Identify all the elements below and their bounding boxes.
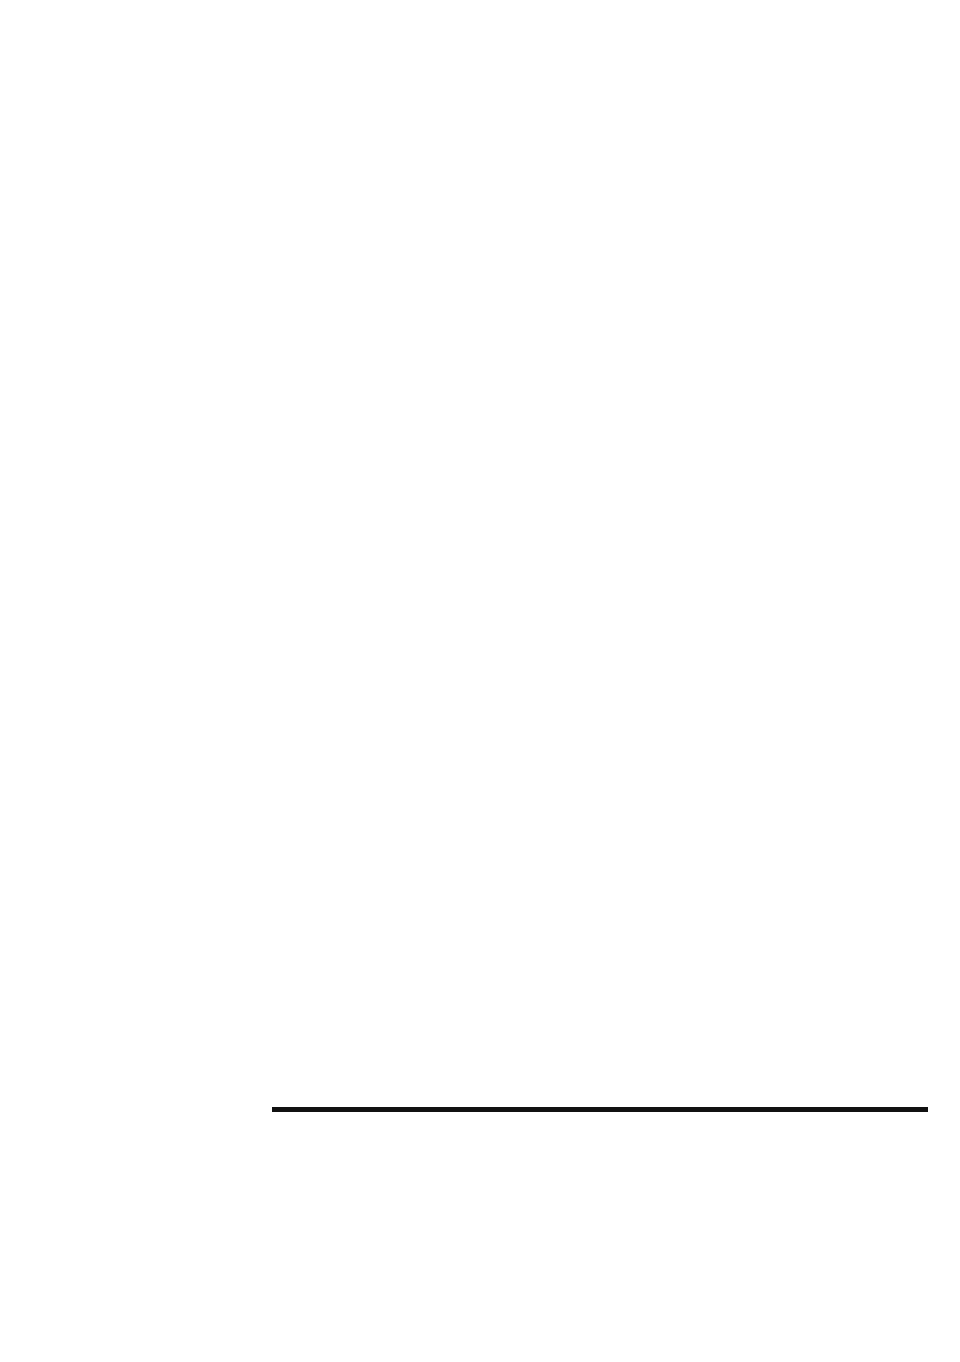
footer-divider	[272, 1107, 928, 1112]
